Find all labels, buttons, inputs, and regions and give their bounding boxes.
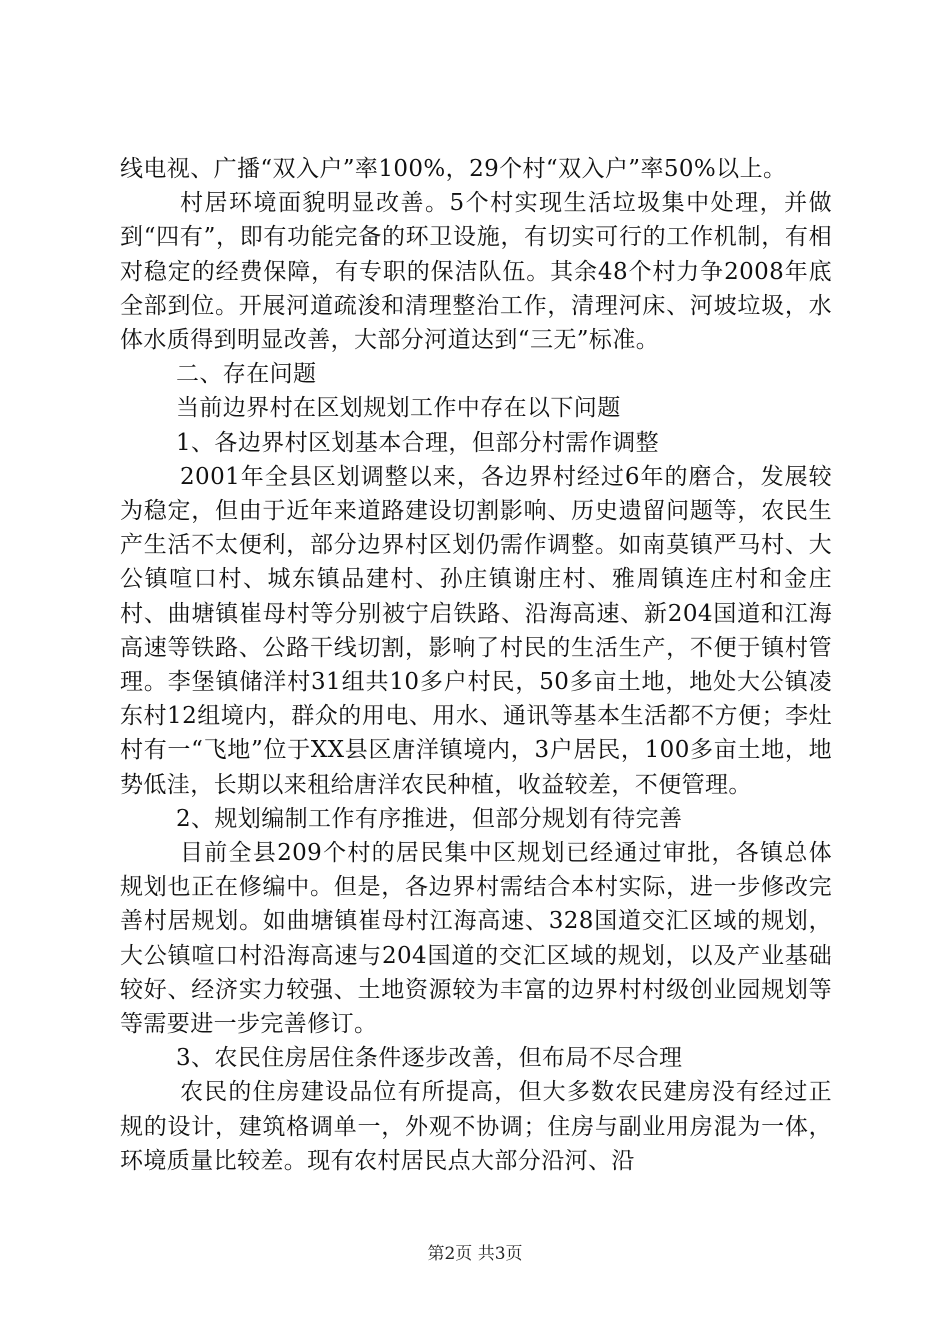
paragraph-intro: 当前边界村在区划规划工作中存在以下问题 [176, 395, 621, 422]
paragraph-1: 线电视、广播“双入户”率100%，29个村“双入户”率50%以上。 [120, 156, 787, 182]
subheading-1: 1、各边界村区划基本合理，但部分村需作调整 [176, 429, 660, 456]
page-footer: 第2页 共3页 [427, 1244, 523, 1264]
paragraph-2: 村居环境面貌明显改善。5个村实现生活垃圾集中处理，并做到“四有”，即有功能完备的环卫设施，有切实可行的工作机制，有相对稳定的经费保障，有专职的保洁队伍。其余48个村力争2008年底全部到位。开展河道疏浚和清理整治工作，清理河床、河坡垃圾，水体水质得到明显改善，大部分河道达到“三无”标准。 [120, 190, 832, 354]
paragraph-4: 目前全县209个村的居民集中区规划已经通过审批，各镇总体规划也正在修编中。但是，各边界村需结合本村实际，进一步修改完善村居规划。如曲塘镇崔母村江海高速、328国道交汇区域的规划，大公镇喧口村沿海高速与204国道的交汇区域的规划，以及产业基础较好、经济实力较强、土地资源较为丰富的边界村村级创业园规划等等需要进一步完善修订。 [120, 840, 832, 1038]
paragraph-5: 农民的住房建设品位有所提高，但大多数农民建房没有经过正规的设计，建筑格调单一，外观不协调；住房与副业用房混为一体，环境质量比较差。现有农村居民点大部分沿河、沿 [120, 1079, 832, 1174]
subheading-2: 2、规划编制工作有序推进，但部分规划有待完善 [176, 805, 683, 832]
paragraph-3: 2001年全县区划调整以来，各边界村经过6年的磨合，发展较为稳定，但由于近年来道路建设切割影响、历史遗留问题等，农民生产生活不太便利，部分边界村区划仍需作调整。如南莫镇严马村、大公镇喧口村、城东镇品建村、孙庄镇谢庄村、雅周镇连庄村和金庄村、曲塘镇崔母村等分别被宁启铁路、沿海高速、新204国道和江海高速等铁路、公路干线切割，影响了村民的生活生产，不便于镇村管理。李堡镇储洋村31组共10多户村民，50多亩土地，地处大公镇凌东村12组境内，群众的用电、用水、通讯等基本生活都不方便；李灶村有一“飞地”位于XX县区唐洋镇境内，3户居民，100多亩土地，地势低洼，长期以来租给唐洋农民种植，收益较差，不便管理。 [120, 463, 832, 798]
section-heading: 二、存在问题 [176, 361, 317, 388]
subheading-3: 3、农民住房居住条件逐步改善，但布局不尽合理 [176, 1045, 683, 1072]
document-body [120, 152, 832, 1178]
